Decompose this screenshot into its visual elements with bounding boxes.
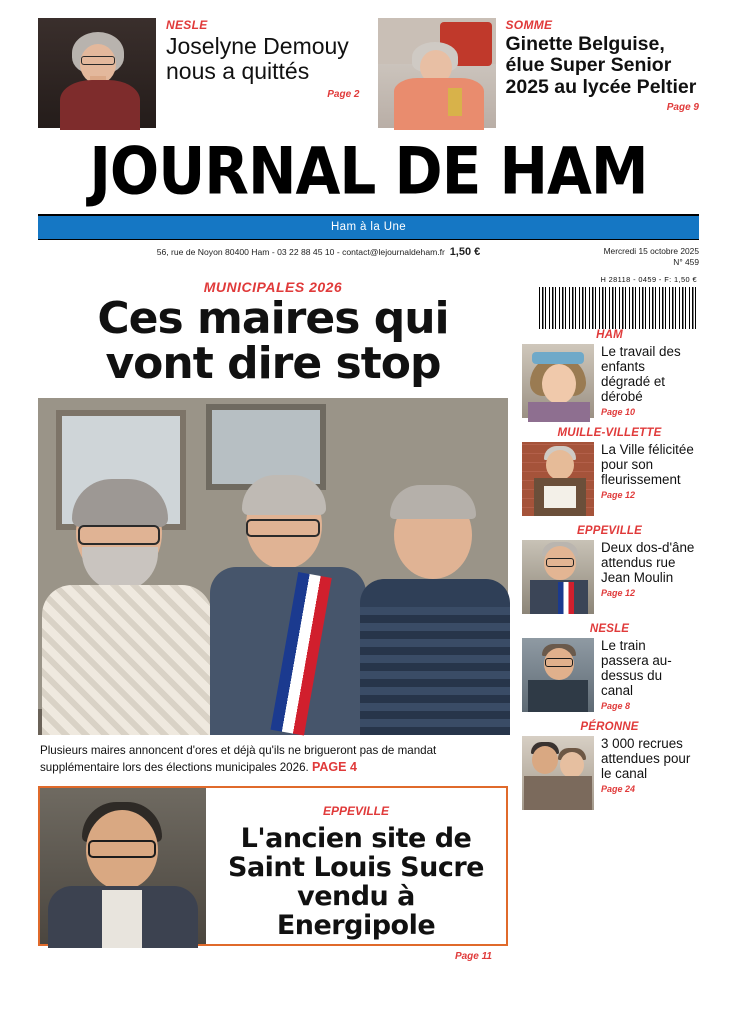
box-page-ref: Page 11 [454, 950, 492, 962]
barcode-icon [539, 287, 697, 329]
man-with-diploma-photo [522, 442, 594, 516]
lead-caption [38, 735, 508, 776]
story-eppeville-box[interactable] [38, 786, 508, 962]
left-column [38, 273, 508, 962]
senior-award-photo [378, 18, 496, 128]
box-headline [220, 824, 492, 941]
lead-caption-page: PAGE 4 [311, 760, 357, 775]
mayor-right [360, 487, 510, 735]
box-headline-line1: L'ancien site de [240, 822, 472, 854]
mayor-left [42, 485, 212, 735]
rail-page-ref: Page 8 [601, 700, 631, 711]
barcode-label: H 28118 - 0459 - F: 1,50 € [600, 274, 697, 284]
rail-page-ref: Page 12 [601, 587, 636, 598]
rail-kicker: HAM [596, 328, 623, 341]
rail-kicker: MUILLE-VILLETTE [557, 426, 662, 439]
top-teaser-strip [0, 0, 737, 136]
issue-number: N° 459 [673, 257, 699, 268]
woman-portrait-photo [38, 18, 156, 128]
three-mayors-photo [38, 398, 508, 735]
rail-page-ref: Page 12 [601, 489, 636, 500]
rail-page-ref: Page 10 [601, 406, 636, 417]
lead-caption-text: Plusieurs maires annoncent d'ores et déjà qu'ils ne brigueront pas de mandat supplémentaire lors des élections municipales 2026. [40, 744, 437, 775]
teaser-page-ref: Page 2 [327, 88, 360, 100]
teaser-nesle[interactable] [38, 18, 360, 128]
girl-portrait-photo [522, 344, 594, 418]
two-people-photo [522, 736, 594, 810]
rail-headline: Deux dos-d'âne attendus rue Jean Moulin [601, 539, 695, 585]
rail-headline: La Ville félicitée pour son fleurissement [601, 441, 694, 487]
newspaper-title: JOURNAL DE HAM [89, 132, 648, 210]
price-label: 1,50 € [449, 246, 481, 258]
teaser-kicker: SOMME [505, 18, 553, 32]
rail-headline: 3 000 recrues attendues pour le canal [601, 735, 691, 781]
section-banner: Ham à la Une [38, 216, 699, 239]
rail-item-nesle[interactable] [522, 623, 697, 712]
rail-item-eppeville[interactable] [522, 525, 697, 614]
businessman-portrait-photo [40, 788, 206, 944]
barcode-block [522, 275, 697, 329]
lead-headline [38, 292, 508, 389]
mayor-center [206, 475, 366, 735]
rail-headline: Le train passera au-dessus du canal [601, 637, 672, 698]
rail-page-ref: Page 24 [601, 783, 636, 794]
teaser-kicker: NESLE [166, 18, 208, 32]
man-portrait-photo [522, 638, 594, 712]
box-headline-line2: Saint Louis Sucre [228, 852, 484, 884]
masthead-block [0, 132, 737, 269]
mayor-with-sash-photo [522, 540, 594, 614]
teaser-somme[interactable] [378, 18, 700, 128]
issue-date: Mercredi 15 octobre 2025 [603, 246, 699, 256]
rail-item-peronne[interactable] [522, 721, 697, 810]
teaser-headline: Ginette Belguise, élue Super Senior 2025 au lycée Peltier [505, 33, 697, 98]
box-headline-line3: vendu à Energipole [276, 881, 436, 942]
rail-kicker: NESLE [589, 622, 630, 635]
lead-headline-line1: Ces maires qui [97, 292, 449, 344]
lead-headline-line2: vont dire stop [105, 337, 441, 389]
teaser-headline: Joselyne Demouy nous a quittés [166, 33, 349, 85]
teaser-page-ref: Page 9 [666, 102, 699, 114]
rail-kicker: PÉRONNE [580, 720, 639, 733]
lead-kicker: MUNICIPALES 2026 [203, 278, 343, 295]
box-kicker: EPPEVILLE [322, 803, 390, 818]
main-content [0, 269, 737, 962]
rail-item-ham[interactable] [522, 329, 697, 418]
publication-info [38, 240, 699, 269]
contact-address: 56, rue de Noyon 80400 Ham - 03 22 88 45 10 - contact@lejournaldeham.fr [156, 247, 445, 257]
rail-item-muille-villette[interactable] [522, 427, 697, 516]
right-rail [522, 273, 697, 946]
rail-kicker: EPPEVILLE [576, 524, 643, 537]
rail-headline: Le travail des enfants dégradé et dérobé [601, 343, 681, 404]
